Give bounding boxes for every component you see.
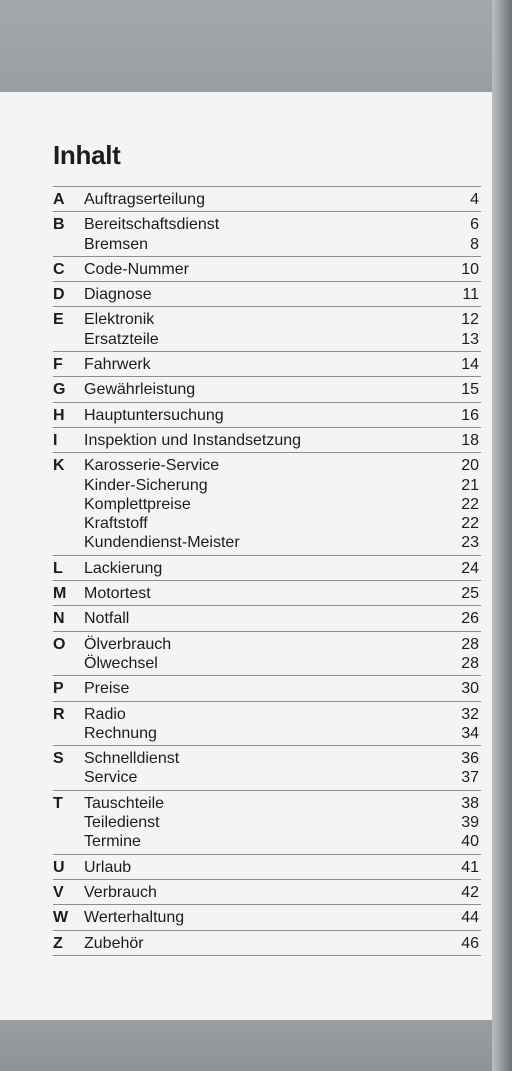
- toc-entry[interactable]: [84, 794, 481, 813]
- toc-section-h: [53, 403, 481, 428]
- entry-page-number: 13: [461, 330, 479, 348]
- entry-label: Zubehör: [84, 934, 144, 952]
- section-entries: [84, 635, 481, 674]
- entry-label: Auftragserteilung: [84, 191, 205, 208]
- entry-label: Termine: [84, 833, 141, 851]
- toc-entry[interactable]: [84, 533, 481, 552]
- section-entries: [84, 934, 481, 953]
- entry-page-number: 38: [461, 794, 479, 812]
- section-letter: E: [53, 311, 64, 329]
- section-entries: [84, 679, 481, 698]
- entry-page-number: 21: [461, 476, 479, 494]
- entry-label: Kundendienst-Meister: [84, 534, 240, 552]
- entry-page-number: 28: [461, 654, 479, 672]
- toc-section-z: [53, 931, 481, 956]
- toc-section-e: [53, 307, 481, 352]
- section-letter: A: [53, 191, 65, 208]
- toc-entry[interactable]: [84, 813, 481, 832]
- entry-label: Ölverbrauch: [84, 635, 172, 653]
- toc-entry[interactable]: [84, 858, 481, 877]
- section-letter: Z: [53, 934, 63, 952]
- section-entries: [84, 215, 481, 254]
- toc-section-a: [53, 187, 481, 212]
- section-entries: [84, 559, 481, 578]
- toc-entry[interactable]: [84, 883, 481, 902]
- entry-page-number: 32: [461, 705, 479, 723]
- toc-entry[interactable]: [84, 584, 481, 603]
- toc-section-n: [53, 606, 481, 631]
- section-entries: [84, 858, 481, 877]
- entry-page-number: 42: [461, 883, 479, 901]
- entry-label: Fahrwerk: [84, 356, 151, 374]
- toc-section-b: [53, 212, 481, 257]
- entry-label: Notfall: [84, 610, 130, 628]
- entry-page-number: 36: [461, 750, 479, 768]
- toc-entry[interactable]: [84, 609, 481, 628]
- section-letter: U: [53, 858, 65, 876]
- toc-entry[interactable]: [84, 476, 481, 495]
- section-entries: [84, 883, 481, 902]
- section-entries: [84, 749, 481, 788]
- section-letter: F: [53, 356, 63, 374]
- section-letter: H: [53, 406, 65, 424]
- toc-entry[interactable]: [84, 235, 481, 254]
- section-letter: I: [53, 431, 58, 449]
- toc-entry[interactable]: [84, 654, 481, 673]
- toc-entry[interactable]: [84, 380, 481, 399]
- table-of-contents: [53, 186, 481, 956]
- entry-page-number: 28: [461, 635, 479, 653]
- toc-section-k: [53, 453, 481, 555]
- entry-label: Radio: [84, 705, 126, 723]
- section-letter: P: [53, 680, 64, 698]
- section-letter: S: [53, 750, 64, 768]
- section-letter: O: [53, 635, 66, 653]
- section-entries: [84, 431, 481, 450]
- entry-page-number: 44: [461, 909, 479, 927]
- toc-section-s: [53, 746, 481, 791]
- entry-page-number: 37: [461, 769, 479, 787]
- entry-label: Kinder-Sicherung: [84, 476, 208, 494]
- entry-label: Bremsen: [84, 235, 149, 253]
- toc-entry[interactable]: [84, 190, 481, 209]
- entry-page-number: 39: [461, 814, 479, 832]
- section-letter: C: [53, 260, 65, 278]
- entry-label: Hauptuntersuchung: [84, 406, 224, 424]
- entry-label: Karosserie-Service: [84, 457, 220, 475]
- entry-label: Schnelldienst: [84, 750, 180, 768]
- toc-section-m: [53, 581, 481, 606]
- section-letter: D: [53, 286, 65, 304]
- toc-section-v: [53, 880, 481, 905]
- entry-page-number: 12: [461, 311, 479, 329]
- toc-section-r: [53, 702, 481, 747]
- entry-label: Urlaub: [84, 858, 132, 876]
- entry-page-number: 30: [461, 680, 479, 698]
- entry-page-number: 18: [461, 431, 479, 449]
- entry-page-number: 20: [461, 457, 479, 475]
- toc-entry[interactable]: [84, 285, 481, 304]
- entry-label: Komplettpreise: [84, 495, 191, 513]
- cover-band-bottom: [0, 1020, 512, 1071]
- entry-page-number: 11: [462, 286, 479, 304]
- entry-label: Diagnose: [84, 286, 152, 304]
- entry-page-number: 6: [470, 216, 479, 234]
- section-letter: M: [53, 585, 67, 603]
- booklet-spine: [492, 0, 512, 1071]
- section-letter: T: [53, 794, 63, 812]
- toc-entry[interactable]: [84, 406, 481, 425]
- entry-label: Verbrauch: [84, 883, 157, 901]
- toc-entry[interactable]: [84, 431, 481, 450]
- toc-entry[interactable]: [84, 832, 481, 851]
- toc-section-t: [53, 791, 481, 855]
- section-entries: [84, 705, 481, 744]
- entry-page-number: 46: [461, 934, 479, 952]
- entry-page-number: 24: [461, 559, 479, 577]
- toc-entry[interactable]: [84, 934, 481, 953]
- entry-page-number: 40: [461, 833, 479, 851]
- section-entries: [84, 794, 481, 852]
- toc-entry[interactable]: [84, 749, 481, 768]
- entry-label: Lackierung: [84, 559, 163, 577]
- entry-label: Inspektion und Instandsetzung: [84, 431, 302, 449]
- entry-label: Tauschteile: [84, 794, 165, 812]
- entry-label: Elektronik: [84, 311, 155, 329]
- section-entries: [84, 190, 481, 209]
- entry-label: Preise: [84, 680, 130, 698]
- toc-section-c: [53, 257, 481, 282]
- section-entries: [84, 310, 481, 349]
- toc-entry[interactable]: [84, 260, 481, 279]
- section-entries: [84, 584, 481, 603]
- section-entries: [84, 285, 481, 304]
- toc-entry[interactable]: [84, 456, 481, 475]
- entry-label: Kraftstoff: [84, 515, 148, 533]
- entry-label: Bereitschaftsdienst: [84, 216, 220, 234]
- entry-page-number: 34: [461, 724, 479, 742]
- cover-band-top: [0, 0, 512, 92]
- entry-page-number: 41: [461, 858, 479, 876]
- entry-label: Motortest: [84, 585, 151, 603]
- entry-page-number: 8: [470, 235, 479, 253]
- toc-entry[interactable]: [84, 768, 481, 787]
- entry-label: Werterhaltung: [84, 909, 185, 927]
- entry-page-number: 23: [461, 534, 479, 552]
- toc-entry[interactable]: [84, 635, 481, 654]
- section-entries: [84, 456, 481, 552]
- section-letter: N: [53, 610, 65, 628]
- entry-label: Rechnung: [84, 724, 157, 742]
- entry-page-number: 22: [461, 495, 479, 513]
- toc-entry[interactable]: [84, 355, 481, 374]
- entry-page-number: 4: [470, 191, 479, 208]
- toc-entry[interactable]: [84, 330, 481, 349]
- section-letter: B: [53, 216, 65, 234]
- toc-section-o: [53, 632, 481, 677]
- section-entries: [84, 406, 481, 425]
- entry-page-number: 22: [461, 515, 479, 533]
- entry-label: Code-Nummer: [84, 260, 189, 278]
- section-letter: W: [53, 909, 69, 927]
- entry-label: Gewährleistung: [84, 381, 196, 399]
- toc-entry[interactable]: [84, 908, 481, 927]
- toc-entry[interactable]: [84, 514, 481, 533]
- toc-section-g: [53, 377, 481, 402]
- toc-entry[interactable]: [84, 495, 481, 514]
- entry-page-number: 16: [461, 406, 479, 424]
- toc-entry[interactable]: [84, 559, 481, 578]
- section-entries: [84, 380, 481, 399]
- toc-section-p: [53, 676, 481, 701]
- toc-entry[interactable]: [84, 310, 481, 329]
- toc-entry[interactable]: [84, 705, 481, 724]
- section-entries: [84, 355, 481, 374]
- section-letter: K: [53, 457, 65, 475]
- toc-section-f: [53, 352, 481, 377]
- toc-entry[interactable]: [84, 724, 481, 743]
- section-entries: [84, 609, 481, 628]
- section-letter: R: [53, 705, 65, 723]
- entry-page-number: 10: [461, 260, 479, 278]
- page-title: Inhalt: [53, 140, 121, 170]
- entry-label: Ersatzteile: [84, 330, 159, 348]
- entry-label: Teiledienst: [84, 814, 160, 832]
- section-letter: G: [53, 381, 66, 399]
- section-entries: [84, 908, 481, 927]
- toc-section-i: [53, 428, 481, 453]
- section-letter: L: [53, 559, 63, 577]
- entry-page-number: 15: [461, 381, 479, 399]
- toc-section-d: [53, 282, 481, 307]
- section-entries: [84, 260, 481, 279]
- entry-label: Service: [84, 769, 138, 787]
- toc-entry[interactable]: [84, 679, 481, 698]
- entry-page-number: 26: [461, 610, 479, 628]
- entry-page-number: 14: [461, 356, 479, 374]
- entry-page-number: 25: [461, 585, 479, 603]
- toc-entry[interactable]: [84, 215, 481, 234]
- toc-section-l: [53, 556, 481, 581]
- toc-section-w: [53, 905, 481, 930]
- toc-section-u: [53, 855, 481, 880]
- entry-label: Ölwechsel: [84, 654, 158, 672]
- section-letter: V: [53, 883, 64, 901]
